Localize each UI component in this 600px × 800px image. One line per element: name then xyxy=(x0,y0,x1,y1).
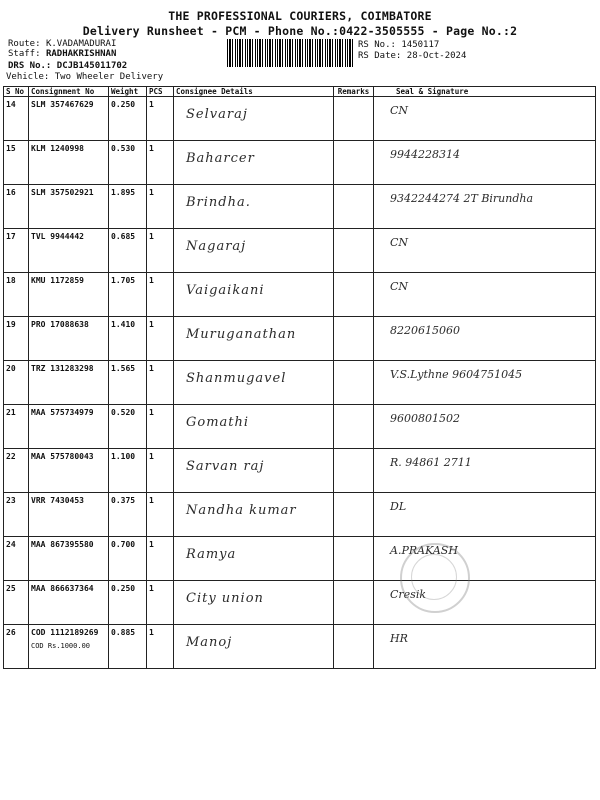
table-row xyxy=(4,625,596,669)
weight-cell-text: 0.375 xyxy=(111,496,136,505)
sno-cell xyxy=(4,97,29,141)
sno-cell-text: 18 xyxy=(6,276,16,285)
rs-no-value: 1450117 xyxy=(401,40,440,50)
signature-cell xyxy=(374,317,596,361)
table-row xyxy=(4,449,596,493)
remarks-cell xyxy=(334,537,374,581)
table-row xyxy=(4,493,596,537)
route-label: Route: xyxy=(8,39,41,49)
signature-cell-text: V.S.Lythne 9604751045 xyxy=(390,368,523,381)
weight-cell-text: 1.410 xyxy=(111,320,136,329)
sno-cell-text: 19 xyxy=(6,320,16,329)
weight-cell-text: 0.685 xyxy=(111,232,136,241)
pcs-cell xyxy=(147,537,174,581)
sno-cell-text: 14 xyxy=(6,100,16,109)
rs-date-line xyxy=(358,50,466,62)
consignment-cell-text: KLM 1240998 xyxy=(31,144,84,153)
remarks-cell xyxy=(334,317,374,361)
pcs-cell xyxy=(147,405,174,449)
consignee-cell xyxy=(174,317,334,361)
consignee-cell-text: Nandha kumar xyxy=(186,503,297,518)
consignment-cell-text: KMU 1172859 xyxy=(31,276,84,285)
sno-cell-text: 15 xyxy=(6,144,16,153)
pcs-cell-text: 1 xyxy=(149,320,154,329)
remarks-cell xyxy=(334,493,374,537)
consignee-cell-text: Shanmugavel xyxy=(186,371,287,386)
table-row xyxy=(4,361,596,405)
pcs-cell xyxy=(147,141,174,185)
pcs-cell xyxy=(147,97,174,141)
consignment-cell-text: PRO 17088638 xyxy=(31,320,89,329)
consignment-cell-text: SLM 357467629 xyxy=(31,100,94,109)
signature-cell-text: 9600801502 xyxy=(390,412,460,425)
pcs-cell xyxy=(147,229,174,273)
signature-cell xyxy=(374,405,596,449)
consignee-cell xyxy=(174,581,334,625)
rs-date-label: RS Date: xyxy=(358,51,402,61)
pcs-cell xyxy=(147,493,174,537)
weight-cell-text: 0.250 xyxy=(111,584,136,593)
sno-cell xyxy=(4,141,29,185)
pcs-cell-text: 1 xyxy=(149,628,154,637)
vehicle-info: Vehicle: Two Wheeler Delivery xyxy=(6,72,164,82)
table-header-row xyxy=(4,87,596,97)
remarks-cell xyxy=(334,229,374,273)
sno-cell xyxy=(4,273,29,317)
table-row xyxy=(4,317,596,361)
weight-cell-text: 0.530 xyxy=(111,144,136,153)
col-header-pcs: PCS xyxy=(147,87,174,97)
remarks-cell xyxy=(334,581,374,625)
signature-cell xyxy=(374,493,596,537)
pcs-cell-text: 1 xyxy=(149,408,154,417)
signature-cell-text: CN xyxy=(390,280,409,293)
sno-cell-text: 24 xyxy=(6,540,16,549)
consignment-cell xyxy=(29,141,109,185)
runsheet-table xyxy=(3,86,596,669)
sno-cell-text: 25 xyxy=(6,584,16,593)
col-header-consignment: Consignment No xyxy=(29,87,109,97)
pcs-cell xyxy=(147,361,174,405)
pcs-cell-text: 1 xyxy=(149,364,154,373)
table-row xyxy=(4,229,596,273)
weight-cell xyxy=(109,317,147,361)
consignee-cell xyxy=(174,273,334,317)
remarks-cell xyxy=(334,185,374,229)
sno-cell-text: 21 xyxy=(6,408,16,417)
table-row xyxy=(4,97,596,141)
consignment-cell xyxy=(29,229,109,273)
pcs-cell-text: 1 xyxy=(149,144,154,153)
consignment-cell xyxy=(29,317,109,361)
sno-cell-text: 17 xyxy=(6,232,16,241)
weight-cell xyxy=(109,141,147,185)
consignee-cell xyxy=(174,625,334,669)
barcode xyxy=(227,39,353,67)
signature-cell-text: CN xyxy=(390,104,409,117)
remarks-cell xyxy=(334,625,374,669)
col-header-weight: Weight xyxy=(109,87,147,97)
weight-cell xyxy=(109,229,147,273)
weight-cell xyxy=(109,273,147,317)
signature-cell-text: 9944228314 xyxy=(390,148,460,161)
seal-stamp xyxy=(400,543,470,613)
consignee-cell-text: Brindha. xyxy=(186,195,251,210)
consignment-cell xyxy=(29,625,109,669)
sno-cell xyxy=(4,625,29,669)
consignment-cell xyxy=(29,449,109,493)
weight-cell-text: 1.895 xyxy=(111,188,136,197)
consignment-cell xyxy=(29,361,109,405)
consignment-cell xyxy=(29,405,109,449)
pcs-cell-text: 1 xyxy=(149,100,154,109)
weight-cell-text: 1.705 xyxy=(111,276,136,285)
staff-value: RADHAKRISHNAN xyxy=(45,49,117,59)
consignment-cell-text: MAA 575780043 xyxy=(31,452,94,461)
consignee-cell-text: Manoj xyxy=(186,635,233,650)
weight-cell xyxy=(109,185,147,229)
pcs-cell xyxy=(147,273,174,317)
sno-cell xyxy=(4,185,29,229)
pcs-cell xyxy=(147,625,174,669)
consignment-cell-text: COD 1112189269 xyxy=(31,628,99,637)
consignee-cell xyxy=(174,493,334,537)
weight-cell-text: 1.565 xyxy=(111,364,136,373)
signature-cell-text: CN xyxy=(390,236,409,249)
col-header-sno: S No xyxy=(4,87,29,97)
consignee-cell-text: Selvaraj xyxy=(186,107,248,122)
signature-cell-text: 9342244274 2T Birundha xyxy=(390,192,534,205)
signature-cell xyxy=(374,185,596,229)
consignee-cell-text: Baharcer xyxy=(186,151,255,166)
sno-cell-text: 22 xyxy=(6,452,16,461)
consignment-cell-text: VRR 7430453 xyxy=(31,496,84,505)
table-row xyxy=(4,141,596,185)
drs-line xyxy=(8,60,127,72)
table-row xyxy=(4,537,596,581)
weight-cell-text: 1.100 xyxy=(111,452,136,461)
consignee-cell-text: City union xyxy=(186,591,264,606)
consignment-cell xyxy=(29,273,109,317)
remarks-cell xyxy=(334,449,374,493)
sno-cell-text: 20 xyxy=(6,364,16,373)
consignment-cell-text: MAA 867395580 xyxy=(31,540,94,549)
signature-cell xyxy=(374,229,596,273)
sno-cell xyxy=(4,317,29,361)
remarks-cell xyxy=(334,273,374,317)
remarks-cell xyxy=(334,97,374,141)
consignment-cell xyxy=(29,493,109,537)
consignment-cell xyxy=(29,581,109,625)
consignment-cell xyxy=(29,97,109,141)
table-row xyxy=(4,185,596,229)
pcs-cell xyxy=(147,317,174,361)
signature-cell xyxy=(374,625,596,669)
sno-cell xyxy=(4,405,29,449)
weight-cell xyxy=(109,537,147,581)
pcs-cell xyxy=(147,449,174,493)
weight-cell xyxy=(109,625,147,669)
consignee-cell xyxy=(174,405,334,449)
remarks-cell xyxy=(334,361,374,405)
drs-value: DCJB145011702 xyxy=(56,61,128,71)
pcs-cell-text: 1 xyxy=(149,540,154,549)
consignee-cell-text: Vaigaikani xyxy=(186,283,265,298)
table-row xyxy=(4,273,596,317)
weight-cell xyxy=(109,449,147,493)
consignment-cell xyxy=(29,185,109,229)
table-row xyxy=(4,405,596,449)
consignee-cell-text: Gomathi xyxy=(186,415,250,430)
report-title: THE PROFESSIONAL COURIERS, COIMBATORE xyxy=(168,9,432,23)
consignment-cell-text: TVL 9944442 xyxy=(31,232,84,241)
sno-cell xyxy=(4,449,29,493)
weight-cell xyxy=(109,581,147,625)
consignee-cell xyxy=(174,361,334,405)
signature-cell xyxy=(374,97,596,141)
consignment-cell xyxy=(29,537,109,581)
weight-cell xyxy=(109,493,147,537)
report-subtitle: Delivery Runsheet - PCM - Phone No.:0422-3505555 - Page No.:2 xyxy=(82,24,518,38)
rs-date-value: 28-Oct-2024 xyxy=(406,51,467,61)
cod-note: COD Rs.1000.00 xyxy=(31,642,91,650)
consignee-cell-text: Ramya xyxy=(186,547,237,562)
consignment-cell-text: MAA 575734979 xyxy=(31,408,94,417)
pcs-cell-text: 1 xyxy=(149,452,154,461)
consignee-cell xyxy=(174,449,334,493)
weight-cell-text: 0.700 xyxy=(111,540,136,549)
pcs-cell-text: 1 xyxy=(149,584,154,593)
signature-cell xyxy=(374,141,596,185)
sno-cell xyxy=(4,493,29,537)
route-value: K.VADAMADURAI xyxy=(45,39,117,49)
col-header-consignee: Consignee Details xyxy=(174,87,334,97)
consignee-cell xyxy=(174,229,334,273)
pcs-cell xyxy=(147,581,174,625)
sno-cell xyxy=(4,537,29,581)
pcs-cell-text: 1 xyxy=(149,496,154,505)
weight-cell-text: 0.250 xyxy=(111,100,136,109)
signature-cell-text: 8220615060 xyxy=(390,324,460,337)
sno-cell xyxy=(4,361,29,405)
signature-cell-text: HR xyxy=(390,632,408,645)
rs-no-label: RS No.: xyxy=(358,40,396,50)
consignee-cell-text: Nagaraj xyxy=(186,239,247,254)
signature-cell-text: R. 94861 2711 xyxy=(390,456,472,469)
staff-line xyxy=(8,48,116,60)
consignment-cell-text: MAA 866637364 xyxy=(31,584,94,593)
consignee-cell xyxy=(174,141,334,185)
weight-cell xyxy=(109,97,147,141)
table-row xyxy=(4,581,596,625)
weight-cell-text: 0.520 xyxy=(111,408,136,417)
signature-cell xyxy=(374,273,596,317)
consignee-cell-text: Muruganathan xyxy=(186,327,297,342)
consignment-cell-text: TRZ 131283298 xyxy=(31,364,94,373)
consignee-cell xyxy=(174,537,334,581)
consignment-cell-text: SLM 357502921 xyxy=(31,188,94,197)
pcs-cell-text: 1 xyxy=(149,232,154,241)
pcs-cell-text: 1 xyxy=(149,276,154,285)
signature-cell-text: Cresik xyxy=(390,588,427,601)
consignee-cell xyxy=(174,185,334,229)
col-header-remarks: Remarks xyxy=(334,87,374,97)
col-header-signature: Seal & Signature xyxy=(374,87,596,97)
signature-cell-text: A.PRAKASH xyxy=(390,544,458,557)
sno-cell-text: 23 xyxy=(6,496,16,505)
signature-cell xyxy=(374,361,596,405)
pcs-cell-text: 1 xyxy=(149,188,154,197)
remarks-cell xyxy=(334,141,374,185)
remarks-cell xyxy=(334,405,374,449)
sno-cell xyxy=(4,581,29,625)
sno-cell-text: 16 xyxy=(6,188,16,197)
consignee-cell xyxy=(174,97,334,141)
pcs-cell xyxy=(147,185,174,229)
sno-cell-text: 26 xyxy=(6,628,16,637)
signature-cell xyxy=(374,449,596,493)
weight-cell xyxy=(109,405,147,449)
staff-label: Staff: xyxy=(8,49,41,59)
weight-cell xyxy=(109,361,147,405)
drs-label: DRS No.: xyxy=(8,61,52,71)
weight-cell-text: 0.885 xyxy=(111,628,136,637)
signature-cell-text: DL xyxy=(390,500,407,513)
consignee-cell-text: Sarvan raj xyxy=(186,459,265,474)
sno-cell xyxy=(4,229,29,273)
